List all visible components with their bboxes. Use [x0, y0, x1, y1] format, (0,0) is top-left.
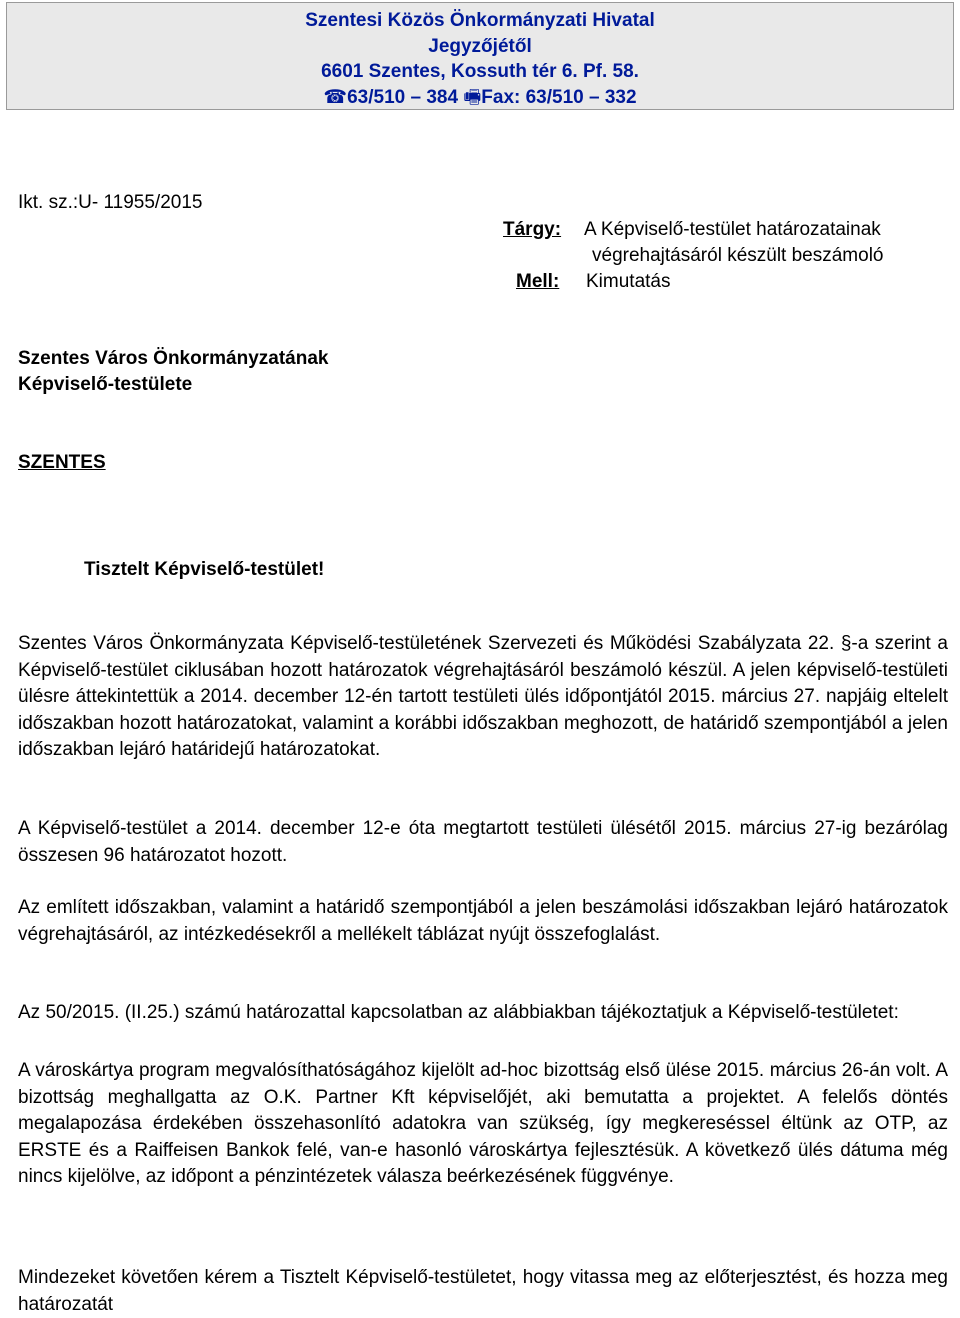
addressee-city: SZENTES: [18, 452, 106, 473]
subject-label: Tárgy:: [503, 219, 562, 240]
office-address: 6601 Szentes, Kossuth tér 6. Pf. 58.: [321, 61, 639, 82]
body-paragraph-6: Mindezeket követően kérem a Tisztelt Képviselő-testületet, hogy vitassa meg az előterjesztést, és hozza meg határozatát: [18, 1267, 948, 1315]
office-sender: Jegyzőjétől: [428, 35, 532, 57]
body-paragraph-5: A városkártya program megvalósíthatóságához kijelölt ad-hoc bizottság első ülése 2015. március 26-án volt. A bizottság meghallgatta az O.K. Partner Kft képviselőjét, aki bemutatta a projektet. A felelős döntés megalapozása érdekében összehasonlító adatokra van szükség, így megkereséssel éltünk az OTP, az ERSTE és a Raiffeisen Bankok felé, van-e hasonló városkártya fejlesztésük. A következő ülés dátuma még nincs kijelölve, az időpont a pénzintézetek válasza beérkezésének függvénye.: [18, 1060, 948, 1187]
body-paragraph-2: A Képviselő-testület a 2014. december 12-e óta megtartott testületi ülésétől 2015. március 27-ig bezárólag összesen 96 határozatot hozott.: [18, 818, 948, 866]
fax-icon: 🖷: [463, 86, 482, 108]
reference-number: Ikt. sz.:U- 11955/2015: [18, 192, 203, 213]
addressee-line-1: Szentes Város Önkormányzatának: [18, 348, 329, 369]
office-name: Szentesi Közös Önkormányzati Hivatal: [305, 10, 655, 31]
phone-number: 63/510 – 384: [347, 86, 459, 108]
addressee-line-2: Képviselő-testülete: [18, 374, 193, 395]
attachment-value: Kimutatás: [586, 271, 671, 292]
phone-icon: ☎: [323, 86, 348, 108]
letterhead: [6, 2, 954, 110]
salutation: Tisztelt Képviselő-testület!: [84, 559, 325, 580]
body-paragraph-1: Szentes Város Önkormányzata Képviselő-testületének Szervezeti és Működési Szabályzata 22. §-a szerint a Képviselő-testület ciklusában hozott határozatok végrehajtásáról beszámoló készül. A jelen képviselő-testületi ülésre áttekintettük a 2014. december 12-én tartott testületi ülés időpontjától 2015. március 27. napjáig eltelelt időszakban hozott határozatokat, valamint a korábbi időszakban meghozott, de határidő szempontjából a jelen időszakban lejáró határidejű határozatokat.: [18, 633, 948, 760]
subject-line-2: végrehajtásáról készült beszámoló: [592, 245, 884, 266]
body-paragraph-4: Az 50/2015. (II.25.) számú határozattal kapcsolatban az alábbiakban tájékoztatjuk a Képviselő-testületet:: [18, 1002, 899, 1023]
body-paragraph-3: Az említett időszakban, valamint a határidő szempontjából a jelen beszámolási időszakban lejáró határozatok végrehajtásáról, az intézkedésekről a mellékelt táblázat nyújt összefoglalást.: [18, 897, 948, 945]
contact-line: [7, 85, 953, 111]
attachment-label: Mell:: [516, 271, 560, 292]
fax-number: Fax: 63/510 – 332: [481, 86, 637, 108]
subject-line-1: A Képviselő-testület határozatainak: [584, 219, 881, 240]
